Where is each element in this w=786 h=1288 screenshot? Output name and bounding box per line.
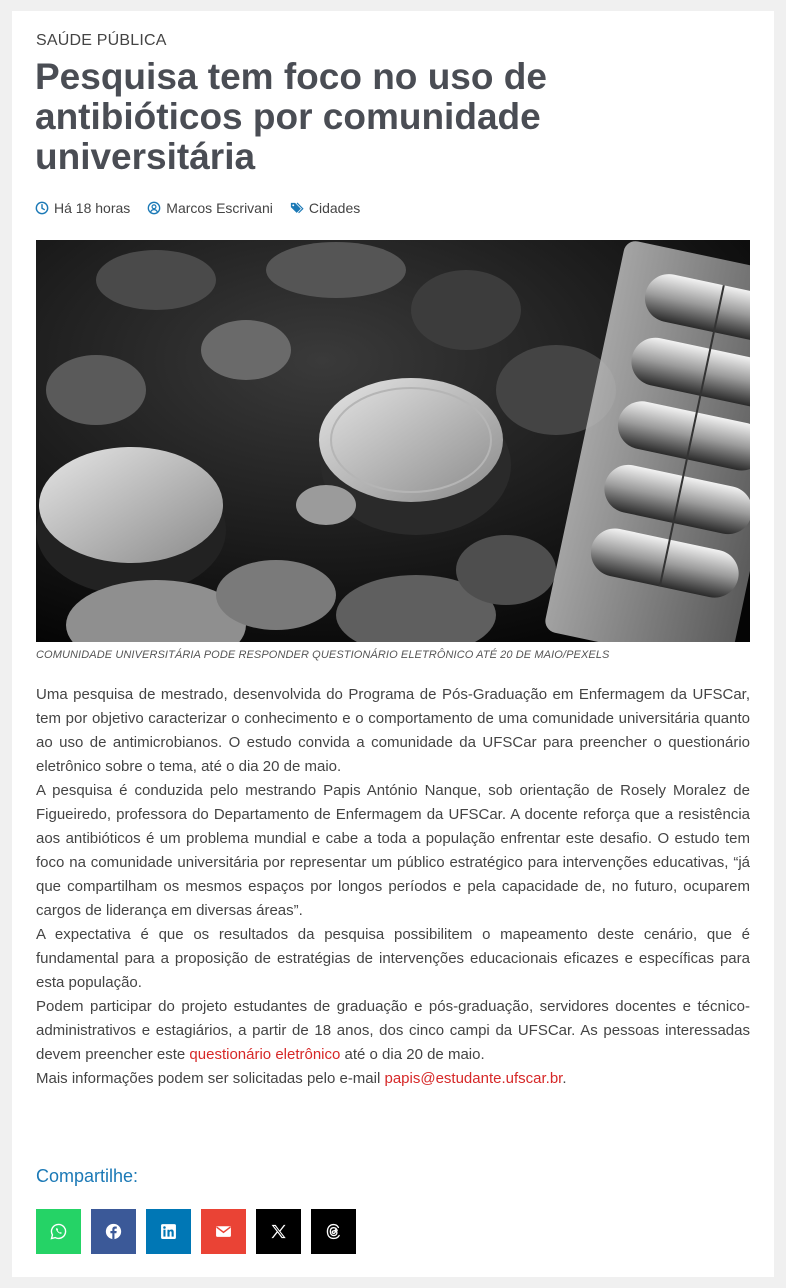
x-icon: [270, 1223, 287, 1240]
category-label[interactable]: SAÚDE PÚBLICA: [36, 32, 167, 49]
paragraph-text: até o dia 20 de maio.: [340, 1046, 485, 1063]
paragraph: A pesquisa é conduzida pelo mestrando Papis António Nanque, sob orientação de Rosely Moralez de Figueiredo, professora do Departamento de Enfermagem da UFSCar. A docente reforça que a resistência aos antibióticos é um problema mundial e cabe a toda a população enfrentar este desafio. O estudo tem foco na comunidade universitária por representar um público estratégico para intervenções educativas, “já que compartilham os mesmos espaços por longos períodos e pela capacidade de, no futuro, ocuparem cargos de liderança em diversas áreas”.: [36, 782, 750, 919]
image-caption: COMUNIDADE UNIVERSITÁRIA PODE RESPONDER QUESTIONÁRIO ELETRÔNICO ATÉ 20 DE MAIO/PEXELS: [36, 649, 610, 661]
share-whatsapp-button[interactable]: [36, 1209, 81, 1254]
email-icon: [215, 1223, 232, 1240]
article-card: [12, 11, 774, 1277]
meta-time: [35, 200, 130, 216]
article-image: [36, 240, 750, 642]
article-title: Pesquisa tem foco no uso de antibióticos por comunidade universitária: [35, 56, 547, 177]
facebook-icon: [105, 1223, 122, 1240]
article-meta: [35, 200, 360, 216]
paragraph-text: Podem participar do projeto estudantes de graduação e pós-graduação, servidores docentes e técnico-administrativos e estagiários, a partir de 18 anos, dos cinco campi da UFSCar. As pessoas interessadas devem preencher este: [36, 998, 750, 1063]
threads-icon: [325, 1223, 342, 1240]
share-x-button[interactable]: [256, 1209, 301, 1254]
share-email-button[interactable]: [201, 1209, 246, 1254]
tags-icon: [290, 201, 304, 215]
meta-tag[interactable]: [290, 200, 360, 216]
pills-photo: [36, 240, 750, 642]
share-buttons: [36, 1209, 356, 1254]
questionnaire-link[interactable]: questionário eletrônico: [189, 1046, 341, 1063]
share-threads-button[interactable]: [311, 1209, 356, 1254]
whatsapp-icon: [50, 1223, 67, 1240]
clock-icon: [35, 201, 49, 215]
paragraph-text: Mais informações podem ser solicitadas pelo e-mail: [36, 1070, 385, 1087]
article-body: [36, 683, 750, 1091]
meta-author[interactable]: [147, 200, 273, 216]
paragraph: [36, 995, 750, 1067]
share-label: Compartilhe:: [36, 1166, 139, 1186]
meta-author-text[interactable]: Marcos Escrivani: [166, 200, 273, 216]
share-linkedin-button[interactable]: [146, 1209, 191, 1254]
paragraph-text: .: [562, 1070, 567, 1087]
meta-tag-text[interactable]: Cidades: [308, 200, 361, 216]
linkedin-icon: [160, 1223, 177, 1240]
share-facebook-button[interactable]: [91, 1209, 136, 1254]
user-circle-icon: [147, 201, 161, 215]
paragraph: [36, 1067, 750, 1091]
meta-time-text: Há 18 horas: [54, 200, 131, 216]
paragraph: Uma pesquisa de mestrado, desenvolvida do Programa de Pós-Graduação em Enfermagem da UFSCar, tem por objetivo caracterizar o conhecimento e o comportamento de uma comunidade universitária quanto ao uso de antimicrobianos. O estudo convida a comunidade da UFSCar para preencher o questionário eletrônico sobre o tema, até o dia 20 de maio.: [36, 686, 750, 775]
email-link[interactable]: papis@estudante.ufscar.br: [384, 1070, 563, 1087]
paragraph: A expectativa é que os resultados da pesquisa possibilitem o mapeamento deste cenário, que é fundamental para a proposição de estratégias de intervenções educacionais eficazes e específicas para esta população.: [36, 926, 750, 991]
